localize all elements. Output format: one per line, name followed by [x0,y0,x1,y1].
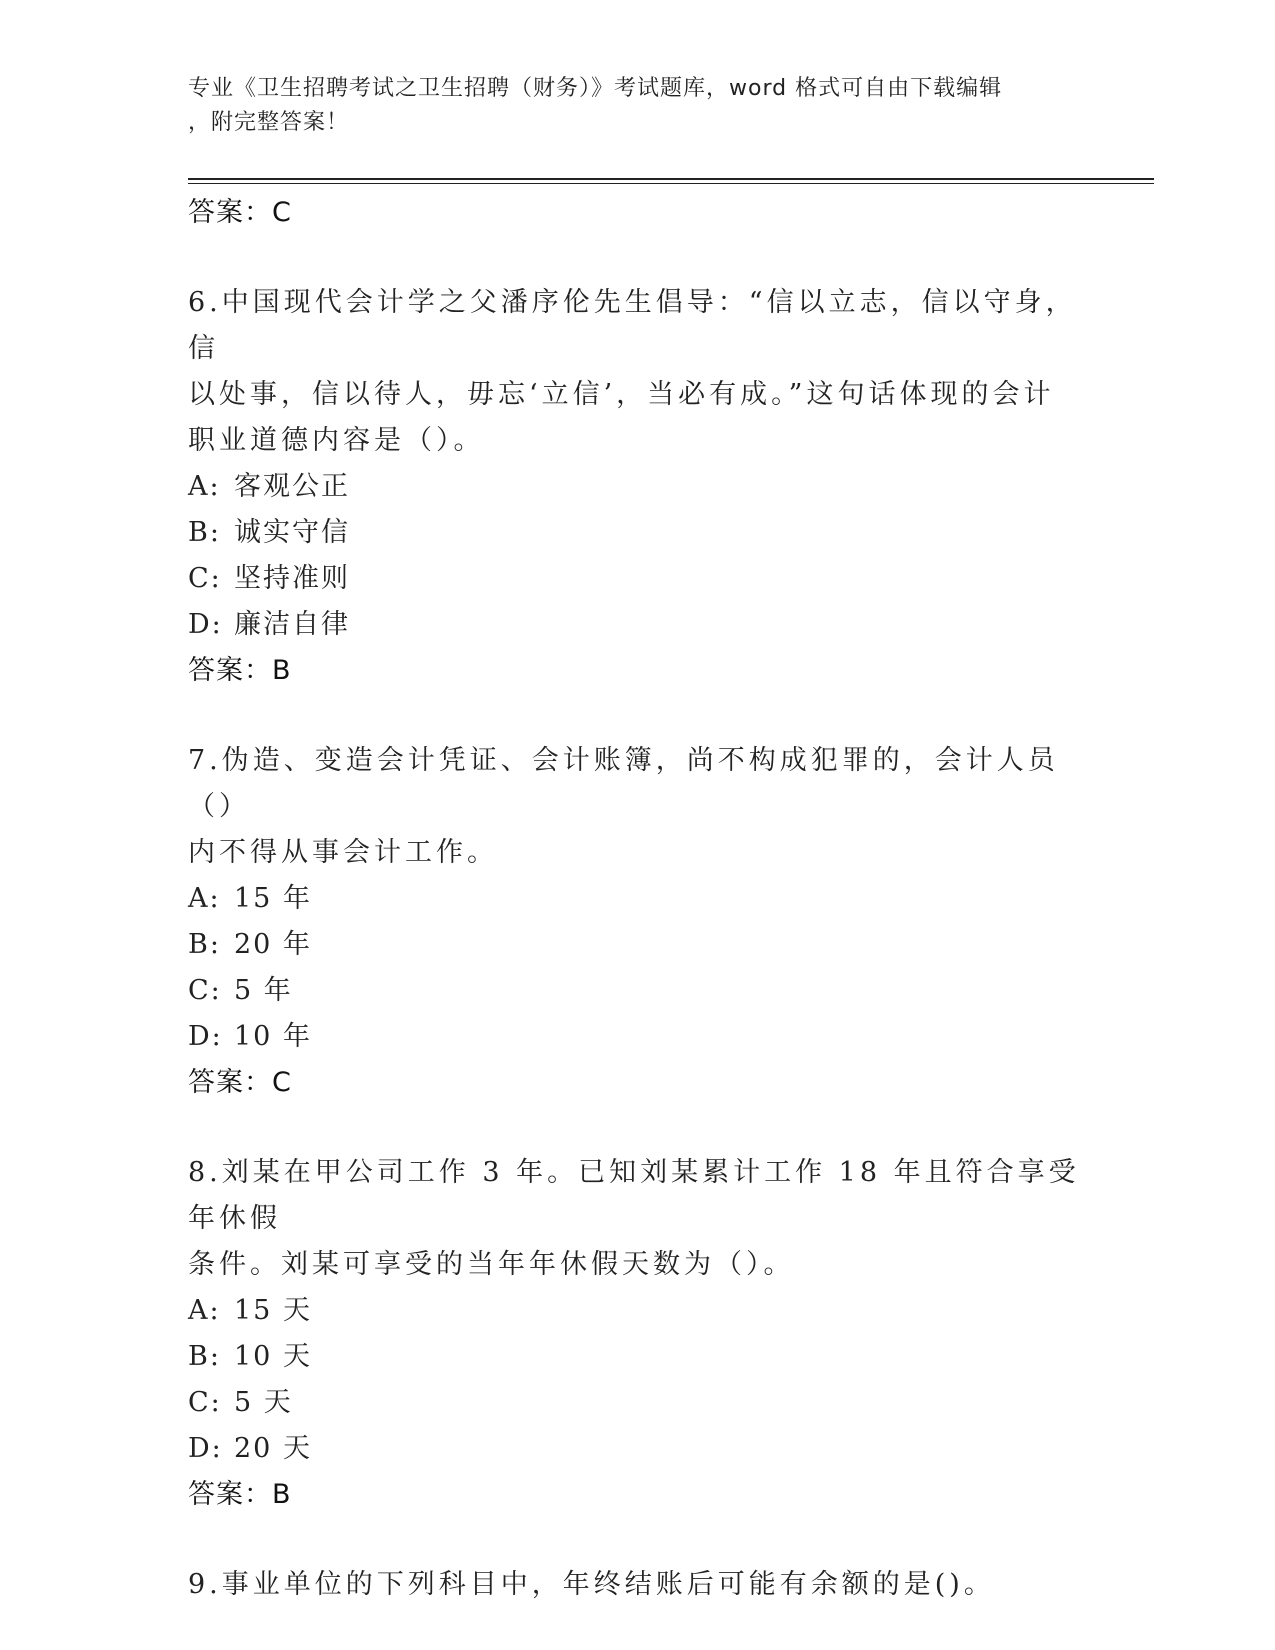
option-a: A: 15 天 [188,1295,312,1326]
question-line: 内不得从事会计工作。 [188,837,498,868]
option-d: D: 20 天 [188,1433,312,1464]
header-line-1: 专业《卫生招聘考试之卫生招聘（财务）》考试题库，word 格式可自由下载编辑 [188,76,1003,101]
answer-line: 答案：C [188,197,292,228]
question-6 [188,280,1088,694]
answer-line: 答案：C [188,1067,292,1098]
option-b: B: 诚实守信 [188,517,350,548]
option-b: B: 20 年 [188,929,312,960]
question-line: 9.事业单位的下列科目中，年终结账后可能有余额的是()。 [188,1569,995,1600]
answer-line: 答案：B [188,655,292,686]
question-line: 6.中国现代会计学之父潘序伦先生倡导：“信以立志，信以守身，信 [188,287,1077,364]
option-a: A: 15 年 [188,883,312,914]
question-list [188,190,1088,1608]
option-d: D: 10 年 [188,1021,312,1052]
option-c: C: 5 天 [188,1387,293,1418]
question-line: 职业道德内容是（）。 [188,425,485,456]
header-line-2: ，附完整答案！ [188,110,350,135]
document-header [188,72,1088,140]
question-line: 以处事，信以待人，毋忘‘立信’，当必有成。”这句话体现的会计 [188,379,1055,410]
option-c: C: 5 年 [188,975,293,1006]
answer-line: 答案：B [188,1479,292,1510]
question-line: 条件。刘某可享受的当年年休假天数为（）。 [188,1249,795,1280]
question-7 [188,738,1088,1106]
option-b: B: 10 天 [188,1341,312,1372]
header-divider-thick [188,178,1154,180]
question-8 [188,1150,1088,1518]
option-d: D: 廉洁自律 [188,609,350,640]
option-a: A: 客观公正 [188,471,350,502]
header-divider-thin [188,183,1154,184]
question-line: 7.伪造、变造会计凭证、会计账簿，尚不构成犯罪的，会计人员（） [188,745,1059,822]
question-9 [188,1562,1088,1608]
question-line: 8.刘某在甲公司工作 3 年。已知刘某累计工作 18 年且符合享受年休假 [188,1157,1080,1234]
option-c: C: 坚持准则 [188,563,350,594]
